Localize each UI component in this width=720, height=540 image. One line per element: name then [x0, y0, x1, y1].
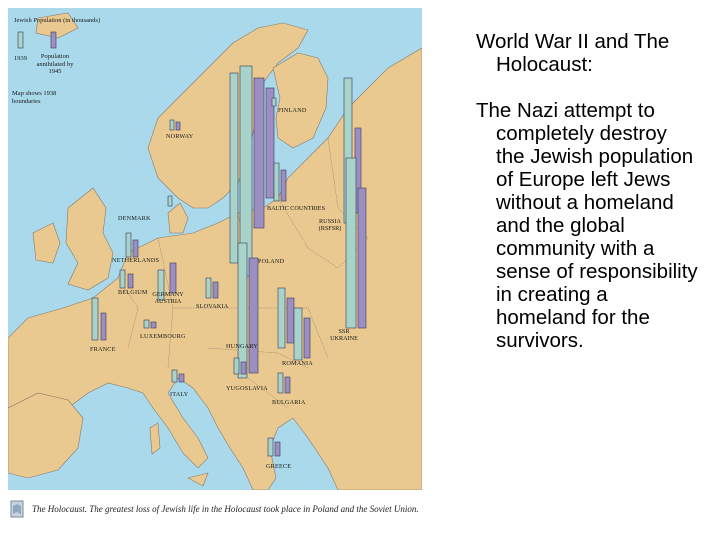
- region-label-belgium: BELGIUM: [118, 289, 148, 296]
- bar-1939: [274, 163, 279, 201]
- region-label-italy: ITALY: [170, 391, 189, 398]
- bar-1939: [238, 243, 247, 378]
- region-label-yugoslavia: YUGOSLAVIA: [226, 385, 268, 392]
- region-label-denmark: DENMARK: [118, 215, 151, 222]
- bar-annihilated: [179, 374, 184, 382]
- bar-1939: [278, 373, 283, 393]
- region-label-luxembourg: LUXEMBOURG: [140, 333, 186, 340]
- bar-annihilated: [285, 377, 290, 393]
- region-label-hungary: HUNGARY: [226, 343, 258, 350]
- holocaust-map: [8, 8, 422, 490]
- legend-annihilated-swatch: [51, 32, 56, 48]
- map-caption: [8, 496, 428, 520]
- bar-1939: [346, 158, 356, 328]
- region-label-russia-box: [310, 218, 350, 236]
- legend-map-note: Map shows 1938 boundaries: [12, 90, 57, 105]
- region-label-bulgaria: BULGARIA: [272, 399, 306, 406]
- region-label-ukraine: SSR UKRAINE: [330, 328, 358, 342]
- region-label-greece: GREECE: [266, 463, 292, 470]
- caption-text: The Holocaust. The greatest loss of Jewish life in the Holocaust took place in Poland and the Soviet Union.: [32, 504, 419, 514]
- bar-annihilated: [304, 318, 310, 358]
- bar-1939: [272, 98, 276, 106]
- bar-1939: [144, 320, 149, 328]
- bar-annihilated: [151, 322, 156, 328]
- region-label-ukraine-box: [324, 328, 364, 346]
- bar-1939: [294, 308, 302, 360]
- bar-annihilated: [358, 188, 366, 328]
- bar-1939: [230, 73, 238, 263]
- region-label-netherlands: NETHERLANDS: [112, 257, 160, 264]
- bar-1939: [120, 270, 125, 288]
- europe-map: [8, 8, 422, 490]
- bar-annihilated: [281, 170, 286, 201]
- legend-note-box: [12, 90, 72, 110]
- map-icon: [10, 500, 24, 518]
- region-label-russia: RUSSIA (RSFSR): [318, 218, 342, 232]
- bar-annihilated: [213, 282, 218, 298]
- region-label-poland: POLAND: [258, 258, 285, 265]
- bar-annihilated: [254, 78, 264, 228]
- slide-heading: World War II and The Holocaust:: [476, 30, 670, 76]
- bar-1939: [168, 196, 172, 206]
- region-label-germany-box: [148, 291, 188, 309]
- bar-1939: [278, 288, 285, 348]
- bar-annihilated: [287, 298, 294, 343]
- bar-annihilated: [133, 240, 138, 257]
- legend-annihilated-label-box: [32, 53, 78, 89]
- bar-1939: [268, 438, 273, 456]
- bar-1939: [206, 278, 211, 298]
- bar-annihilated: [176, 122, 180, 130]
- bar-1939: [172, 370, 177, 382]
- slide-text: [476, 30, 701, 352]
- legend-title: Jewish Population (in thousands): [14, 17, 101, 24]
- region-label-finland: FINLAND: [278, 107, 307, 114]
- region-label-romania: ROMANIA: [282, 360, 313, 367]
- legend-1939-swatch: [18, 32, 23, 48]
- bar-1939: [92, 298, 98, 340]
- bar-annihilated: [170, 263, 176, 293]
- legend-1939-label: 1939: [14, 55, 27, 62]
- bar-annihilated: [275, 442, 280, 456]
- bar-1939: [170, 120, 174, 130]
- bar-1939: [234, 358, 239, 374]
- region-label-norway: NORWAY: [166, 133, 194, 140]
- sardinia-landmass: [150, 423, 160, 454]
- bar-1939: [126, 233, 131, 257]
- slide-body: The Nazi attempt to completely destroy the Jewish population of Europe left Jews without a homeland and the global community with a sense of responsibility in creating a homeland for the survivors.: [476, 99, 698, 352]
- region-label-slovakia: SLOVAKIA: [196, 303, 229, 310]
- region-label-baltic: BALTIC COUNTRIES: [266, 205, 326, 212]
- bar-annihilated: [249, 258, 258, 373]
- region-label-france: FRANCE: [90, 346, 116, 353]
- region-label-germany: GERMANY AUSTRIA: [152, 291, 184, 305]
- bar-annihilated: [101, 313, 106, 340]
- bar-annihilated: [128, 274, 133, 288]
- bar-annihilated: [241, 362, 246, 374]
- legend-annihilated-label: Population annihilated by 1945: [36, 53, 74, 75]
